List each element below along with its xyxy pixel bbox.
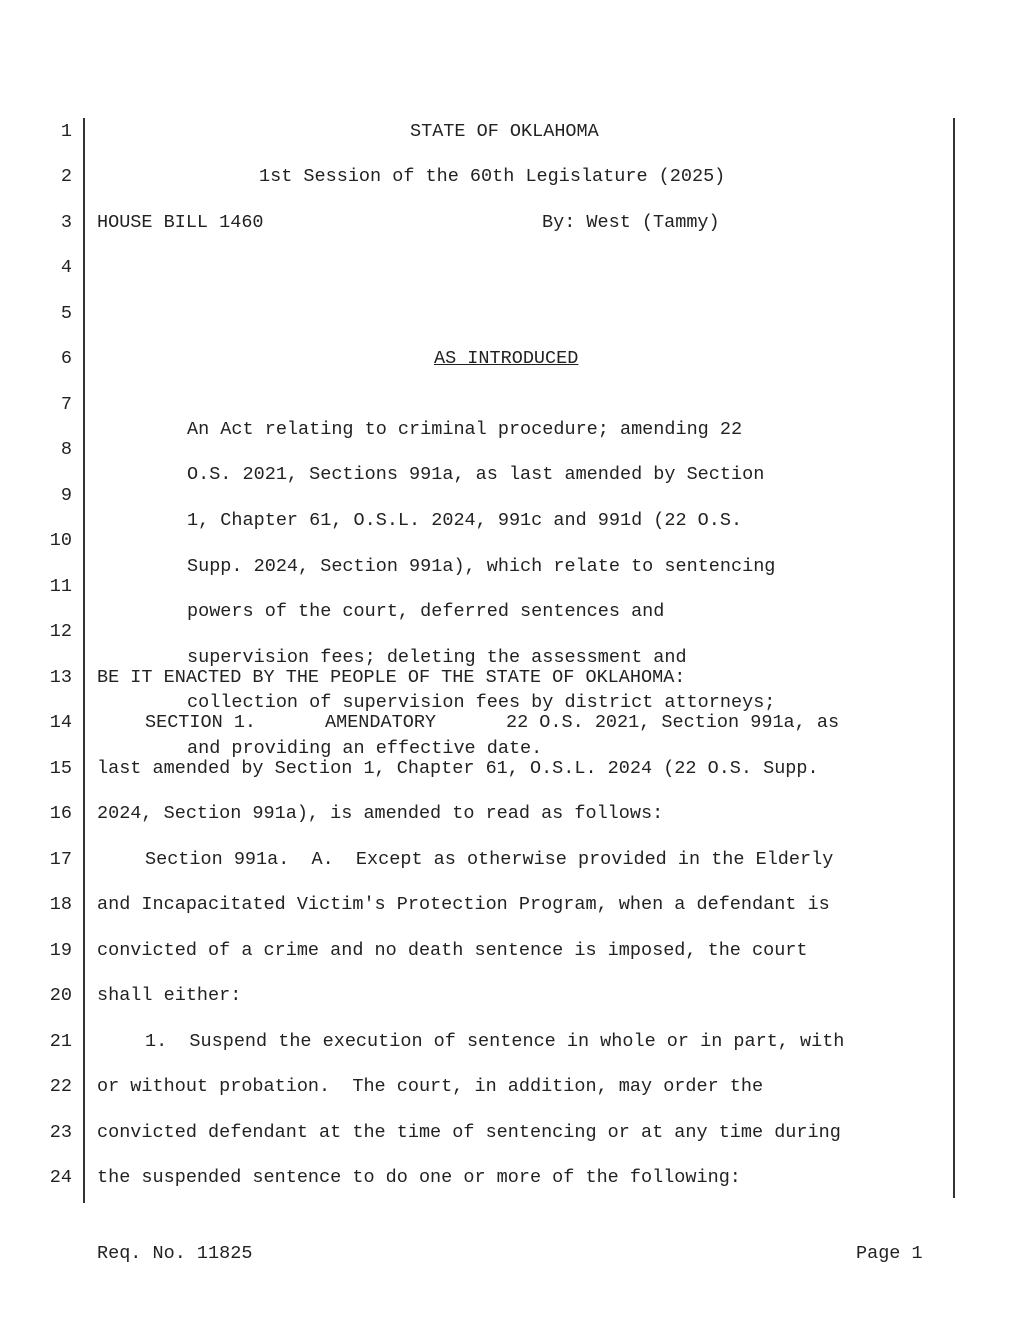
line-number: 20 <box>49 985 72 1006</box>
line-number: 19 <box>49 940 72 961</box>
line-number: 1 <box>60 121 72 142</box>
bill-status: AS INTRODUCED <box>434 348 579 369</box>
line-number: 17 <box>49 849 72 870</box>
line-number: 21 <box>49 1031 72 1052</box>
line-number: 14 <box>49 712 72 733</box>
body-line-20: shall either: <box>97 985 242 1006</box>
line-number: 3 <box>60 212 72 233</box>
line-number: 7 <box>60 394 72 415</box>
line-number: 2 <box>60 166 72 187</box>
section-label: SECTION 1. <box>145 712 257 733</box>
left-margin-rule <box>83 118 85 1203</box>
section-type: AMENDATORY <box>325 712 437 733</box>
abstract-line: supervision fees; deleting the assessment and <box>187 646 687 668</box>
line-number: 6 <box>60 348 72 369</box>
line-number: 16 <box>49 803 72 824</box>
line-number: 23 <box>49 1122 72 1143</box>
body-line-23: convicted defendant at the time of sentencing or at any time during <box>97 1122 841 1143</box>
abstract-line: collection of supervision fees by district attorneys; <box>187 692 776 714</box>
line-number: 10 <box>49 530 72 551</box>
line-number: 15 <box>49 758 72 779</box>
abstract-line: An Act relating to criminal procedure; amending 22 <box>187 418 743 440</box>
abstract-line: 1, Chapter 61, O.S.L. 2024, 991c and 991d (22 O.S. <box>187 509 743 531</box>
request-number: Req. No. 11825 <box>97 1243 253 1264</box>
bill-author: By: West (Tammy) <box>542 212 720 233</box>
state-heading: STATE OF OKLAHOMA <box>410 121 599 142</box>
body-line-19: convicted of a crime and no death sentence is imposed, the court <box>97 940 808 961</box>
line-number: 22 <box>49 1076 72 1097</box>
line-number: 11 <box>49 576 72 597</box>
right-margin-rule <box>953 118 955 1198</box>
bill-number: HOUSE BILL 1460 <box>97 212 264 233</box>
body-line-21: 1. Suspend the execution of sentence in whole or in part, with <box>145 1031 845 1052</box>
body-line-17: Section 991a. A. Except as otherwise provided in the Elderly <box>145 849 834 870</box>
line-number: 5 <box>60 303 72 324</box>
body-line-16: 2024, Section 991a), is amended to read as follows: <box>97 803 664 824</box>
abstract-line: O.S. 2021, Sections 991a, as last amended by Section <box>187 464 765 486</box>
body-line-15: last amended by Section 1, Chapter 61, O.S.L. 2024 (22 O.S. Supp. <box>97 758 819 779</box>
line-number: 4 <box>60 257 72 278</box>
body-line-22: or without probation. The court, in addition, may order the <box>97 1076 764 1097</box>
body-line-18: and Incapacitated Victim's Protection Program, when a defendant is <box>97 894 830 915</box>
line-number: 24 <box>49 1167 72 1188</box>
abstract-line: Supp. 2024, Section 991a), which relate to sentencing <box>187 555 776 577</box>
section-citation: 22 O.S. 2021, Section 991a, as <box>506 712 840 733</box>
session-heading: 1st Session of the 60th Legislature (2025) <box>259 166 726 187</box>
line-number: 18 <box>49 894 72 915</box>
abstract-line: powers of the court, deferred sentences and <box>187 601 665 623</box>
line-number: 8 <box>60 439 72 460</box>
line-number: 12 <box>49 621 72 642</box>
body-line-24: the suspended sentence to do one or more of the following: <box>97 1167 741 1188</box>
line-number: 13 <box>49 667 72 688</box>
enacting-clause: BE IT ENACTED BY THE PEOPLE OF THE STATE OF OKLAHOMA: <box>97 667 686 688</box>
abstract-line: and providing an effective date. <box>187 737 543 759</box>
page-number: Page 1 <box>856 1243 923 1264</box>
line-number: 9 <box>60 485 72 506</box>
